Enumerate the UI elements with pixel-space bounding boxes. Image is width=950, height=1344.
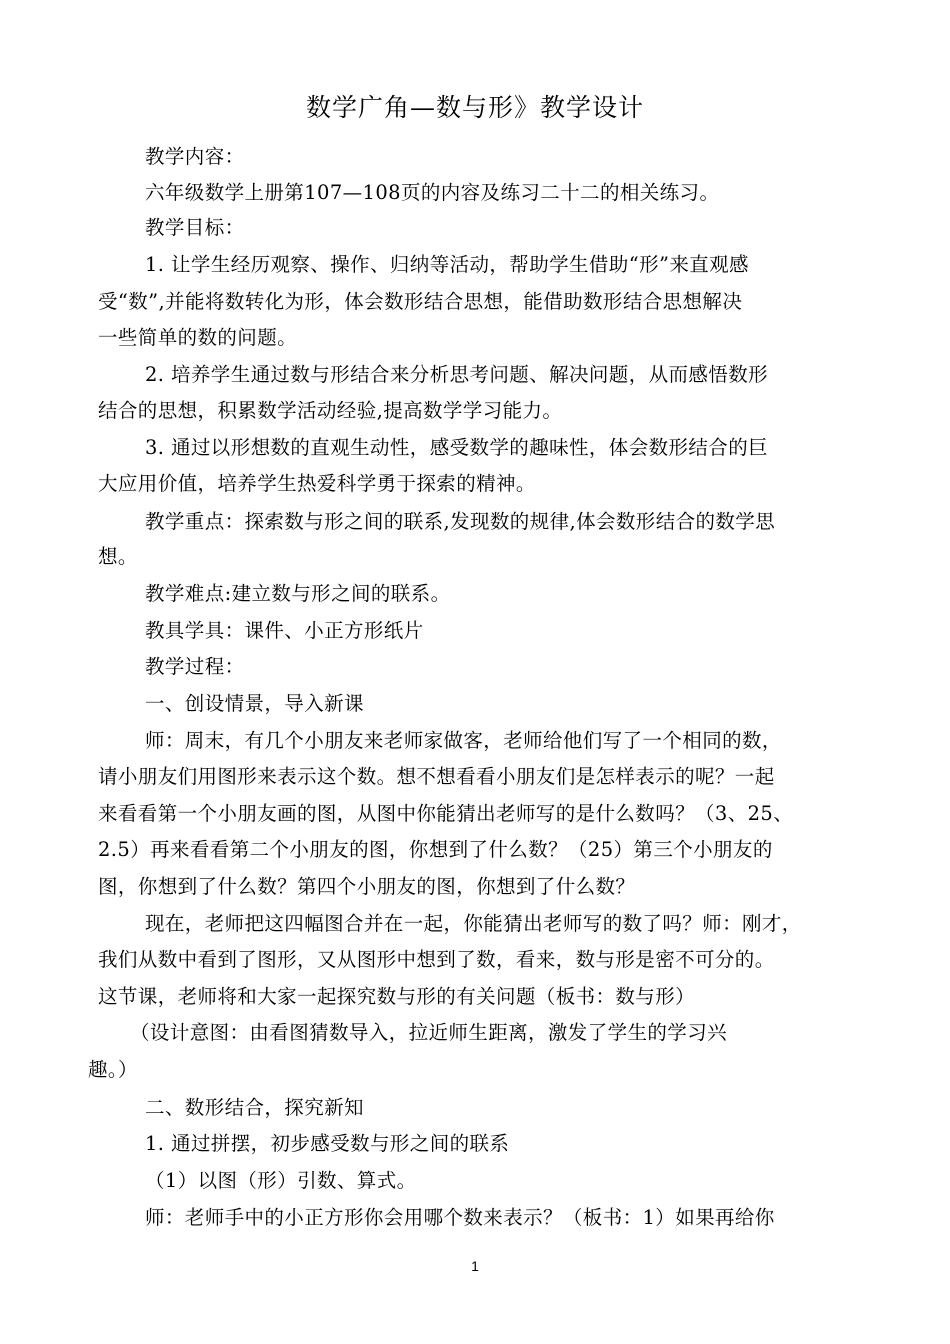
text-line: 一些简单的数的问题。 xyxy=(98,326,298,349)
text-line: 想。 xyxy=(98,545,138,568)
text-line: 教学目标： xyxy=(145,216,245,239)
text-line: 教具学具：课件、小正方形纸片 xyxy=(145,619,424,642)
text-line: 1. 通过拼摆，初步感受数与形之间的联系 xyxy=(145,1132,510,1155)
text-line: 2.5）再来看看第二个小朋友的图，你想到了什么数？（25）第三个小朋友的 xyxy=(98,838,773,861)
text-line: 我们从数中看到了图形，又从图形中想到了数，看来，数与形是密不可分的。 xyxy=(98,948,775,971)
document-title: 数学广角—数与形》教学设计 xyxy=(305,93,644,122)
text-line: 师：周末，有几个小朋友来老师家做客，老师给他们写了一个相同的数， xyxy=(145,729,782,752)
text-line: 受“数”,并能将数转化为形，体会数形结合思想，能借助数形结合思想解决 xyxy=(98,290,743,313)
text-line: 六年级数学上册第107—108页的内容及练习二十二的相关练习。 xyxy=(145,181,720,204)
text-line: 图，你想到了什么数？第四个小朋友的图，你想到了什么数？ xyxy=(98,875,636,898)
text-line: 请小朋友们用图形来表示这个数。想不想看看小朋友们是怎样表示的呢？一起 xyxy=(98,765,775,788)
text-line: 2. 培养学生通过数与形结合来分析思考问题、解决问题，从而感悟数形 xyxy=(145,363,769,386)
text-line: 现在，老师把这四幅图合并在一起，你能猜出老师写的数了吗？师：刚才， xyxy=(145,912,802,935)
text-line: 教学难点:建立数与形之间的联系。 xyxy=(145,582,451,605)
text-line: （1）以图（形）引数、算式。 xyxy=(145,1169,417,1192)
text-line: 来看看第一个小朋友画的图，从图中你能猜出老师写的是什么数吗？（3、25、 xyxy=(98,802,794,825)
text-line: （设计意图：由看图猜数导入，拉近师生距离，激发了学生的学习兴 xyxy=(130,1021,728,1044)
page-number: 1 xyxy=(471,1258,479,1274)
text-line: 教学过程： xyxy=(145,655,245,678)
text-line: 这节课，老师将和大家一起探究数与形的有关问题（板书：数与形） xyxy=(98,985,696,1008)
text-line: 大应用价值，培养学生热爱科学勇于探索的精神。 xyxy=(98,472,536,495)
section-heading: 一、创设情景，导入新课 xyxy=(145,692,364,715)
section-heading: 二、数形结合，探究新知 xyxy=(145,1096,364,1119)
text-line: 趣。） xyxy=(88,1058,138,1081)
text-line: 教学重点：探索数与形之间的联系,发现数的规律,体会数形结合的数学思 xyxy=(145,510,776,533)
text-line: 师：老师手中的小正方形你会用哪个数来表示？（板书：1）如果再给你 xyxy=(145,1206,775,1229)
text-line: 教学内容： xyxy=(145,145,245,168)
text-line: 3. 通过以形想数的直观生动性，感受数学的趣味性，体会数形结合的巨 xyxy=(145,436,769,459)
text-line: 结合的思想，积累数学活动经验,提高数学学习能力。 xyxy=(98,399,563,422)
text-line: 1. 让学生经历观察、操作、归纳等活动，帮助学生借助“形”来直观感 xyxy=(145,253,749,276)
